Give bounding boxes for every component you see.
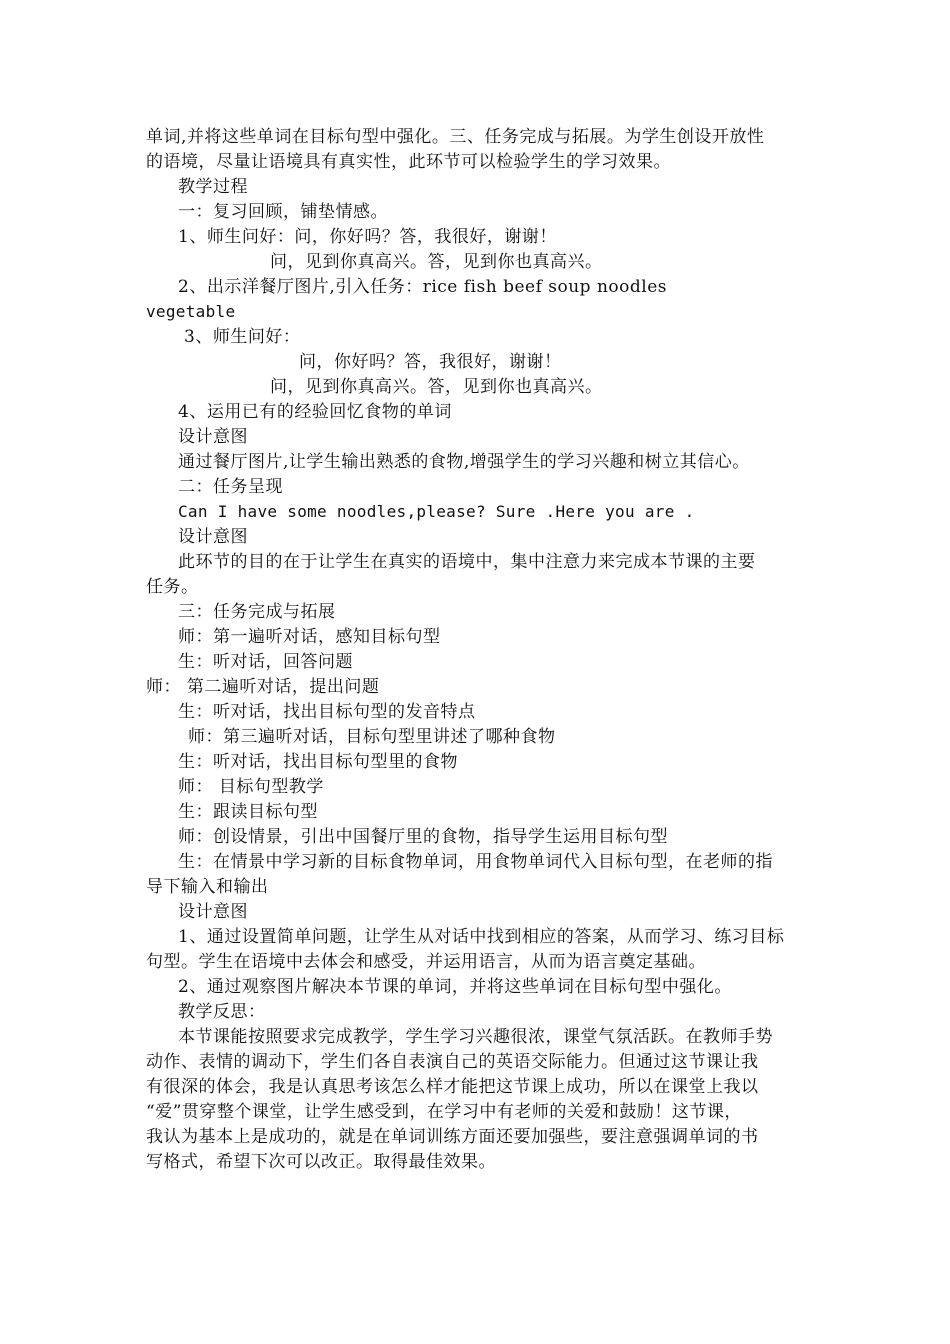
text-line-6: 问，见到你真高兴。答，见到你也真高兴。 [270, 252, 603, 272]
text-line-2: 的语境，尽量让语境具有真实性，此环节可以检验学生的学习效果。 [146, 152, 671, 172]
text-line-18: 此环节的目的在于让学生在真实的语境中，集中注意力来完成本节课的主要 [178, 552, 756, 572]
text-line-7: 2、出示洋餐厅图片,引入任务：rice fish beef soup noodles [178, 277, 667, 297]
text-line-5: 1、师生问好：问，你好吗？答，我很好，谢谢！ [178, 227, 557, 247]
text-line-24: 生：听对话，找出目标句型的发音特点 [178, 702, 476, 722]
text-line-25: 师：第三遍听对话，目标句型里讲述了哪种食物 [188, 727, 556, 747]
design-intent-heading-1: 设计意图 [178, 427, 248, 447]
text-line-39: 有很深的体会，我是认真思考该怎么样才能把这节课上成功，所以在课堂上我以 [146, 1077, 759, 1097]
text-line-12: 4、运用已有的经验回忆食物的单词 [178, 402, 452, 422]
text-line-42: 写格式，希望下次可以改正。取得最佳效果。 [146, 1152, 496, 1172]
text-line-14: 通过餐厅图片,让学生输出熟悉的食物,增强学生的学习兴趣和树立其信心。 [178, 452, 750, 472]
text-line-29: 师：创设情景，引出中国餐厅里的食物，指导学生运用目标句型 [178, 827, 668, 847]
text-line-22: 生：听对话，回答问题 [178, 652, 353, 672]
text-line-11: 问，见到你真高兴。答，见到你也真高兴。 [270, 377, 603, 397]
text-line-30: 生：在情景中学习新的目标食物单词，用食物单词代入目标句型，在老师的指 [178, 852, 773, 872]
text-line-1: 单词,并将这些单词在目标句型中强化。三、任务完成与拓展。为学生创设开放性 [146, 127, 765, 147]
text-line-16: Can I have some noodles,please? Sure .Here you are . [178, 502, 695, 521]
text-line-19: 任务。 [146, 577, 199, 597]
text-line-10: 问，你好吗？答，我很好，谢谢！ [299, 352, 562, 372]
text-line-33: 1、通过设置简单问题，让学生从对话中找到相应的答案，从而学习、练习目标 [178, 927, 785, 947]
text-line-41: 我认为基本上是成功的，就是在单词训练方面还要加强些，要注意强调单词的书 [146, 1127, 759, 1147]
text-line-37: 本节课能按照要求完成教学，学生学习兴趣很浓，课堂气氛活跃。在教师手势 [178, 1027, 773, 1047]
text-line-27: 师： 目标句型教学 [178, 777, 324, 797]
text-line-9: 3、师生问好： [184, 327, 301, 347]
section-heading-task-presentation: 二：任务呈现 [178, 477, 283, 497]
text-line-4: 一：复习回顾，铺垫情感。 [178, 202, 388, 222]
text-line-23: 师： 第二遍听对话，提出问题 [146, 677, 380, 697]
design-intent-heading-2: 设计意图 [178, 527, 248, 547]
text-line-26: 生：听对话，找出目标句型里的食物 [178, 752, 458, 772]
text-line-31: 导下输入和输出 [146, 877, 269, 897]
section-heading-teaching-process: 教学过程 [178, 177, 248, 197]
text-line-38: 动作、表情的调动下，学生们各自表演自己的英语交际能力。但通过这节课让我 [146, 1052, 759, 1072]
text-line-40: “爱”贯穿整个课堂，让学生感受到，在学习中有老师的关爱和鼓励！这节课， [146, 1102, 742, 1122]
text-line-21: 师：第一遍听对话，感知目标句型 [178, 627, 441, 647]
section-heading-task-completion: 三：任务完成与拓展 [178, 602, 336, 622]
text-line-28: 生：跟读目标句型 [178, 802, 318, 822]
section-heading-reflection: 教学反思： [178, 1002, 266, 1022]
text-line-35: 2、通过观察图片解决本节课的单词，并将这些单词在目标句型中强化。 [178, 977, 732, 997]
text-line-8: vegetable [146, 302, 236, 321]
text-line-34: 句型。学生在语境中去体会和感受，并运用语言，从而为语言奠定基础。 [146, 952, 706, 972]
design-intent-heading-3: 设计意图 [178, 902, 248, 922]
